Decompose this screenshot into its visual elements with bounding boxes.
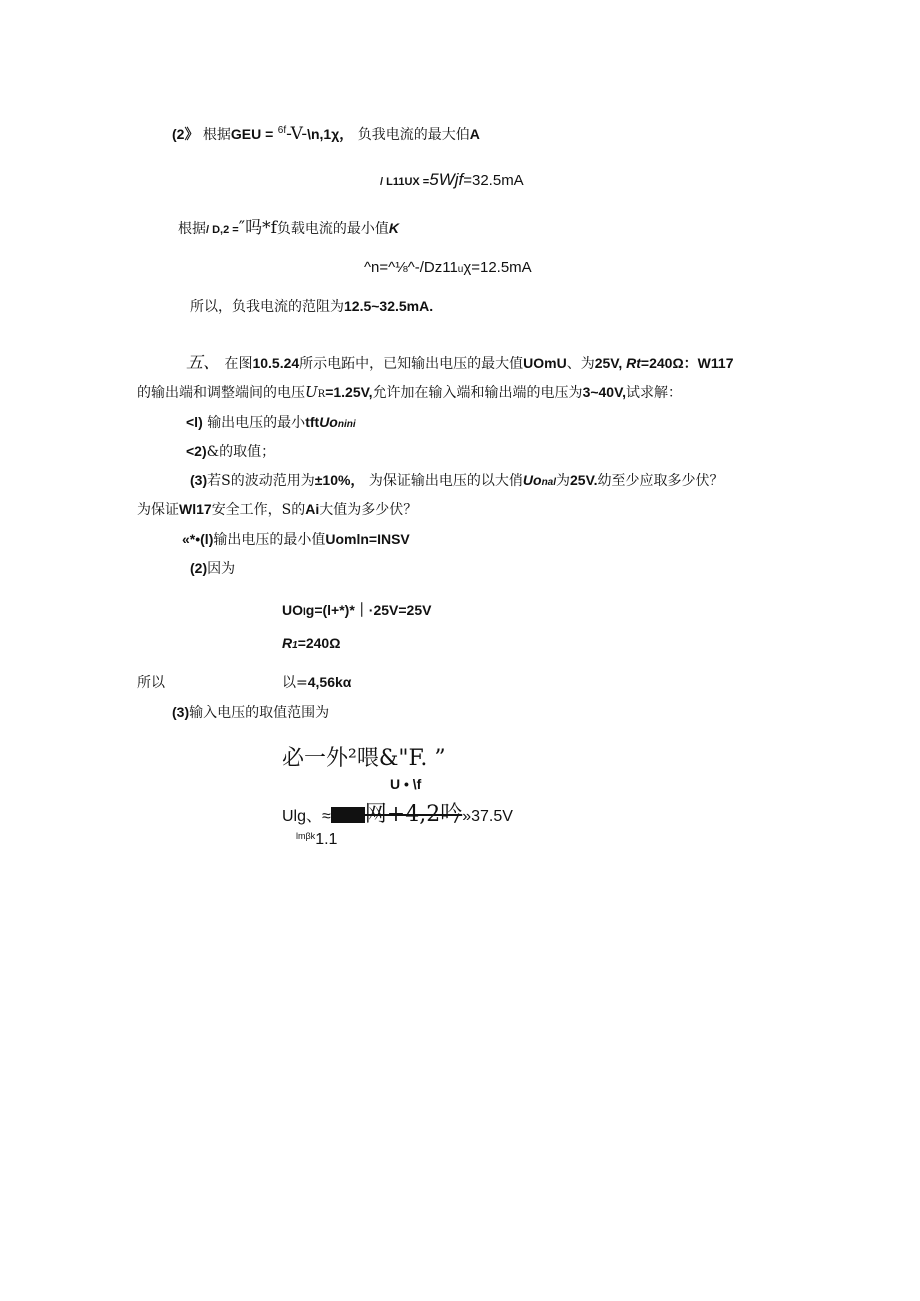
formula-subscript: $^{lm\beta k}$1.1 (296, 831, 338, 848)
black-block (331, 807, 365, 823)
question-1: <l) 输出电压的最小tftUonini (186, 414, 356, 431)
formula-input-voltage: 必一外²喂&"F. ” (282, 746, 446, 771)
answer-1: «*•(l)输出电压的最小值Uomln=INSV (182, 531, 410, 548)
answer-2-result: 所以 以=4,56kα (137, 674, 352, 691)
answer-3-intro: (3)输入电压的取值范围为 (172, 704, 330, 721)
question-3-cont: 为保证Wl17安全工作，S的Ai大值为多少伏？ (137, 501, 418, 518)
problem-five-statement-cont: 的输出端和调整端间的电压UR=1.25V,允许加在输入端和输出端的电压为3~40V,试求解： (137, 383, 683, 401)
answer-2-intro: (2)因为 (190, 560, 236, 577)
formula-max-current: / L11UX =5Wjf=32.5mA (380, 170, 524, 189)
line-min-load-current: 根据/ D,2 =″吗*f负载电流的最小值K (178, 218, 399, 238)
formula-min-current: ^n=^⅛^-/Dz11uχ=12.5mA (364, 259, 532, 276)
formula-fraction-denominator: U • \f (390, 776, 422, 792)
formula-input-voltage-max: Ulg、≈ 网+4,2吟»37.5V (282, 802, 513, 827)
line-current-range: 所以，负我电流的范阻为12.5~32.5mA. (190, 298, 434, 315)
question-2: <2)&的取值； (186, 443, 276, 460)
line-max-load-current: (2》 根据GEU = $^{6f}$-V-\n,1χ， 负我电流的最大伯A (172, 124, 480, 144)
formula-output-voltage: UOlg=(l+*)*｜·25V=25V (282, 602, 432, 618)
problem-five-statement: 五、 在图10.5.24所示电跖中，已知输出电压的最大值UOmU、为25V, Rt=240Ω：W117 (186, 353, 734, 373)
formula-r1: R1=240Ω (282, 635, 341, 651)
question-3: (3)若S的波动范用为±10%， 为保证输出电压的以大俏Uonal为25V.幼至少应取多少伏？ (190, 472, 724, 489)
